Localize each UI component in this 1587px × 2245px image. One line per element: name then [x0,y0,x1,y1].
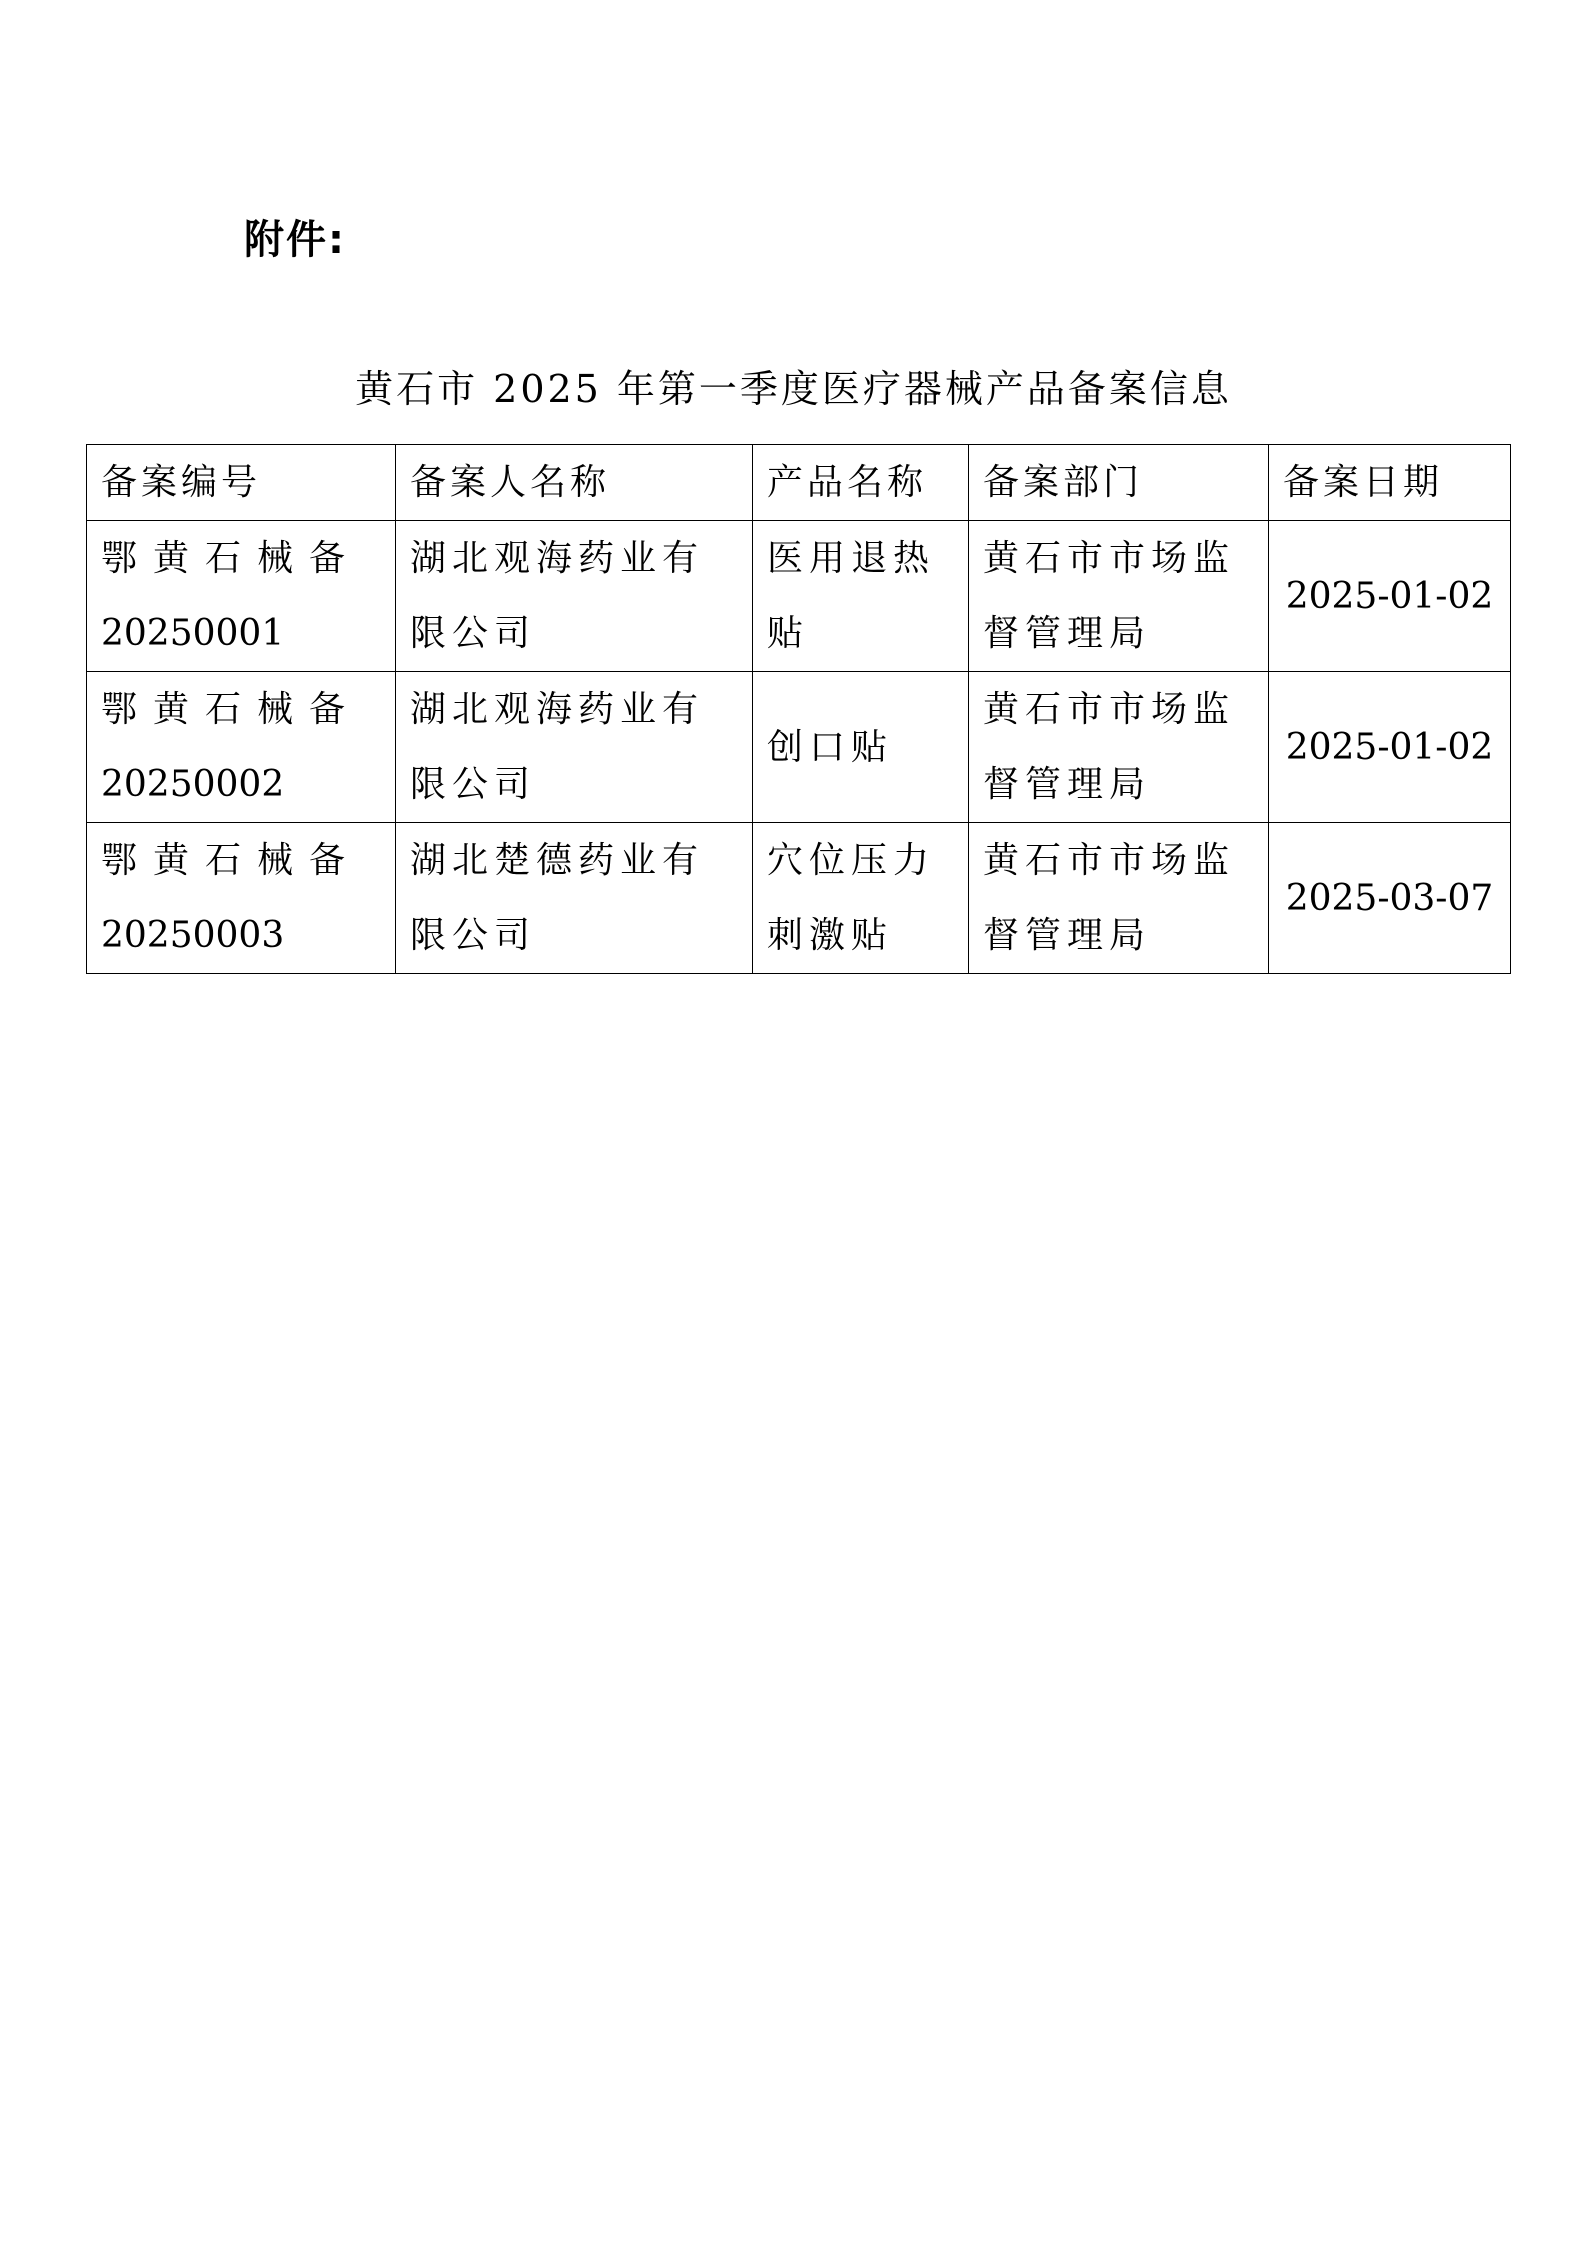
product-name-line: 穴位压力 [767,840,936,881]
product-name-cell [753,823,969,974]
filing-number-prefix: 鄂黄石械备 [101,689,362,730]
department-line: 督管理局 [983,764,1152,805]
filing-number-digits: 20250003 [101,915,285,956]
filer-name-line: 限公司 [410,915,537,956]
filer-name-line: 湖北观海药业有 [410,538,705,579]
filer-name-line: 限公司 [410,613,537,654]
table-header-row [87,445,1511,521]
product-name-line: 创口贴 [767,726,894,768]
filer-name-cell [396,672,753,823]
department-line: 督管理局 [983,915,1152,956]
filing-number-prefix: 鄂黄石械备 [101,538,362,579]
department-line: 黄石市市场监 [983,689,1236,730]
filing-date-cell: 2025-03-07 [1269,823,1511,974]
table-row [87,823,1511,974]
table-row [87,521,1511,672]
filing-number-digits: 20250001 [101,613,285,654]
document-title: 黄石市 2025 年第一季度医疗器械产品备案信息 [355,367,1232,411]
header-filing-date: 备案日期 [1269,445,1511,521]
table-row [87,672,1511,823]
header-department: 备案部门 [969,445,1269,521]
filing-number-cell [87,521,396,672]
department-cell [969,672,1269,823]
filing-date-cell: 2025-01-02 [1269,521,1511,672]
filer-name-cell [396,521,753,672]
product-name-line: 贴 [767,613,810,654]
product-name-line: 刺激贴 [767,915,894,956]
department-cell [969,823,1269,974]
department-line: 督管理局 [983,613,1152,654]
filer-name-line: 湖北楚德药业有 [410,840,705,881]
filer-name-line: 湖北观海药业有 [410,689,705,730]
filer-name-line: 限公司 [410,764,537,805]
filing-number-digits: 20250002 [101,764,285,805]
filing-number-prefix: 鄂黄石械备 [101,840,362,881]
header-filing-number: 备案编号 [87,445,396,521]
product-name-cell [753,672,969,823]
department-line: 黄石市市场监 [983,840,1236,881]
filing-number-cell [87,823,396,974]
department-line: 黄石市市场监 [983,538,1236,579]
filing-date-cell: 2025-01-02 [1269,672,1511,823]
product-name-line: 医用退热 [767,538,936,579]
filer-name-cell [396,823,753,974]
header-filer-name: 备案人名称 [396,445,753,521]
header-product-name: 产品名称 [753,445,969,521]
filing-records-table [86,444,1511,974]
attachment-label: 附件: [244,217,346,263]
product-name-cell [753,521,969,672]
department-cell [969,521,1269,672]
filing-number-cell [87,672,396,823]
